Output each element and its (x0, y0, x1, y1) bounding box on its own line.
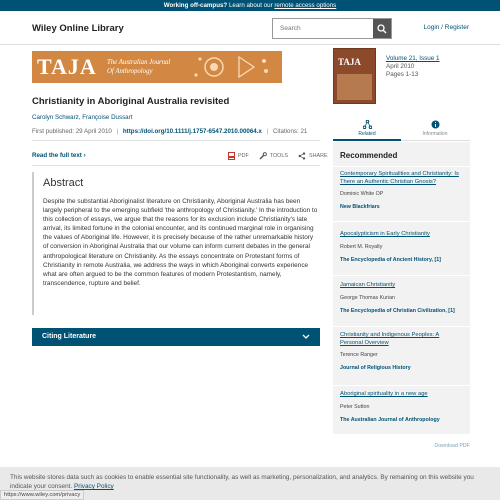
recommended-journal-link[interactable]: The Encyclopedia of Christian Civilization, [1] (340, 307, 455, 314)
remote-access-text: Learn about our (228, 2, 273, 9)
abstract-text: Despite the substantial Aboriginalist literature on Christianity, Aboriginal Australia has been largely peripheral to the emerging subfield 'the anthropology of Christianity.' In the introduction to this collection of essays, we argue that the reasons for its exclusion include Christianity's late arrival, its limited fortune in the colonial encounter, and its continued marginal role in organising the values of Aboriginal life. However, it is precisely because of the rather unremarkable history of conversion in Aboriginal Australia that our volume can inform current debates in the general anthropological literature on Christianity. As the essays concentrate on Protestant forms of Christianity in remote Australia, we address the ways in which Aboriginal converts experience what are often argued to be the common features of modern Protestantism, namely, transcendence, rupture and belief. (43, 198, 318, 287)
site-header (0, 11, 500, 45)
citing-literature-toggle[interactable] (32, 328, 320, 346)
journal-banner[interactable] (32, 51, 282, 83)
article-tools (228, 152, 328, 160)
article-title: Christianity in Aboriginal Australia revisited (32, 96, 230, 107)
wrench-icon (259, 152, 267, 160)
remote-access-bar (0, 0, 500, 11)
recommended-title-link[interactable]: Apocalypticism in Early Christianity (340, 231, 430, 237)
citing-literature-label: Citing Literature (42, 333, 97, 340)
meta-separator: | (266, 128, 269, 135)
search-button[interactable] (373, 19, 391, 38)
chevron-right-icon: › (83, 152, 86, 159)
share-label: SHARE (308, 153, 328, 159)
sidebar-tabs (333, 117, 470, 141)
recommended-author: Peter Sutton (340, 403, 370, 410)
divider (333, 221, 470, 222)
remote-access-link[interactable]: remote access options (274, 2, 337, 9)
divider (333, 385, 470, 386)
search-box (272, 18, 392, 39)
citations-count[interactable]: Citations: 21 (272, 128, 308, 135)
chevron-down-icon (302, 328, 310, 346)
privacy-policy-link[interactable]: Privacy Policy (73, 483, 114, 490)
tab-related[interactable] (333, 117, 401, 141)
share-icon (298, 152, 306, 160)
recommended-author: Robert M. Royalty (340, 243, 383, 250)
status-bar-url: https://www.wiley.com/privacy (0, 490, 84, 500)
read-full-text-link[interactable] (32, 152, 86, 159)
abstract-section (32, 172, 320, 315)
cookie-text: This website stores data such as cookies to enable essential site functionality, as well as marketing, personalization, and analytics. By remaining on this website you indicate your consent. (10, 474, 474, 490)
search-input[interactable] (273, 19, 375, 38)
recommended-item (333, 332, 470, 371)
published-date: 29 April 2010 (75, 128, 112, 135)
info-icon (431, 120, 440, 129)
pdf-button[interactable] (228, 152, 249, 160)
wiley-logo[interactable]: Wiley Online Library (32, 23, 124, 34)
remote-access-bold: Working off-campus? (163, 2, 228, 9)
divider (333, 166, 470, 167)
recommended-item (333, 171, 470, 210)
aboriginal-art-icon (184, 53, 274, 81)
recommended-title-link[interactable]: Christianity and Indigenous Peoples: A Personal Overview (340, 332, 440, 346)
recommended-journal-link[interactable]: The Australian Journal of Anthropology (340, 416, 440, 423)
recommended-title-link[interactable]: Jamaican Christianity (340, 282, 396, 288)
search-icon (377, 24, 387, 34)
meta-separator: | (116, 128, 119, 135)
journal-acronym: TAJA (37, 54, 97, 79)
abstract-heading: Abstract (43, 177, 84, 189)
recommended-heading: Recommended (340, 151, 398, 160)
tab-related-label: Related (358, 131, 376, 137)
cover-image (337, 74, 372, 100)
recommended-journal-link[interactable]: The Encyclopedia of Ancient History, [1] (340, 256, 441, 263)
doi-link[interactable]: https://doi.org/10.1111/j.1757-6547.2010.00064.x (122, 128, 262, 135)
recommended-item (333, 231, 470, 263)
divider (32, 165, 320, 166)
recommended-item (333, 282, 470, 314)
recommended-title-link[interactable]: Contemporary Spiritualities and Christianity: Is There an Authentic Christian Gnosis? (340, 171, 459, 185)
download-pdf-link[interactable]: Download PDF (434, 443, 470, 449)
journal-subtitle-line2: Of Anthropology (107, 68, 153, 75)
issue-info (386, 55, 440, 79)
cover-title: TAJA (338, 57, 361, 67)
recommended-item (333, 391, 470, 423)
article-authors[interactable]: Carolyn Schwarz, Françoise Dussart (32, 114, 133, 121)
tab-information-label: Information (422, 131, 448, 137)
recommended-journal-link[interactable]: Journal of Religious History (340, 365, 411, 371)
recommended-author: Terence Ranger (340, 352, 378, 358)
pdf-icon (228, 152, 235, 160)
recommended-author: Dominic White OP (340, 191, 384, 197)
recommended-panel (333, 142, 470, 434)
pdf-label: PDF (238, 153, 249, 159)
journal-subtitle-line1: The Australian Journal (107, 59, 171, 66)
issue-date: April 2010 (386, 63, 415, 70)
journal-cover[interactable] (333, 48, 376, 104)
recommended-journal-link[interactable]: New Blackfriars (340, 204, 380, 210)
share-button[interactable] (298, 152, 328, 160)
related-network-icon (363, 120, 372, 129)
read-full-text-label: Read the full text (32, 152, 82, 159)
issue-pages: Pages 1-13 (386, 71, 419, 78)
volume-issue-link[interactable]: Volume 21, Issue 1 (386, 55, 440, 62)
divider (32, 140, 320, 141)
journal-subtitle (107, 58, 170, 76)
tab-information[interactable] (401, 117, 469, 141)
tools-button[interactable] (259, 152, 288, 160)
recommended-title-link[interactable]: Aboriginal spirituality in a new age (340, 391, 428, 397)
tools-label: TOOLS (269, 153, 288, 159)
published-label: First published: (32, 128, 74, 135)
login-register-link[interactable]: Login / Register (423, 24, 469, 31)
recommended-author: George Thomas Kurian (340, 294, 395, 301)
article-meta (32, 128, 307, 135)
divider (333, 326, 470, 327)
divider (333, 275, 470, 276)
